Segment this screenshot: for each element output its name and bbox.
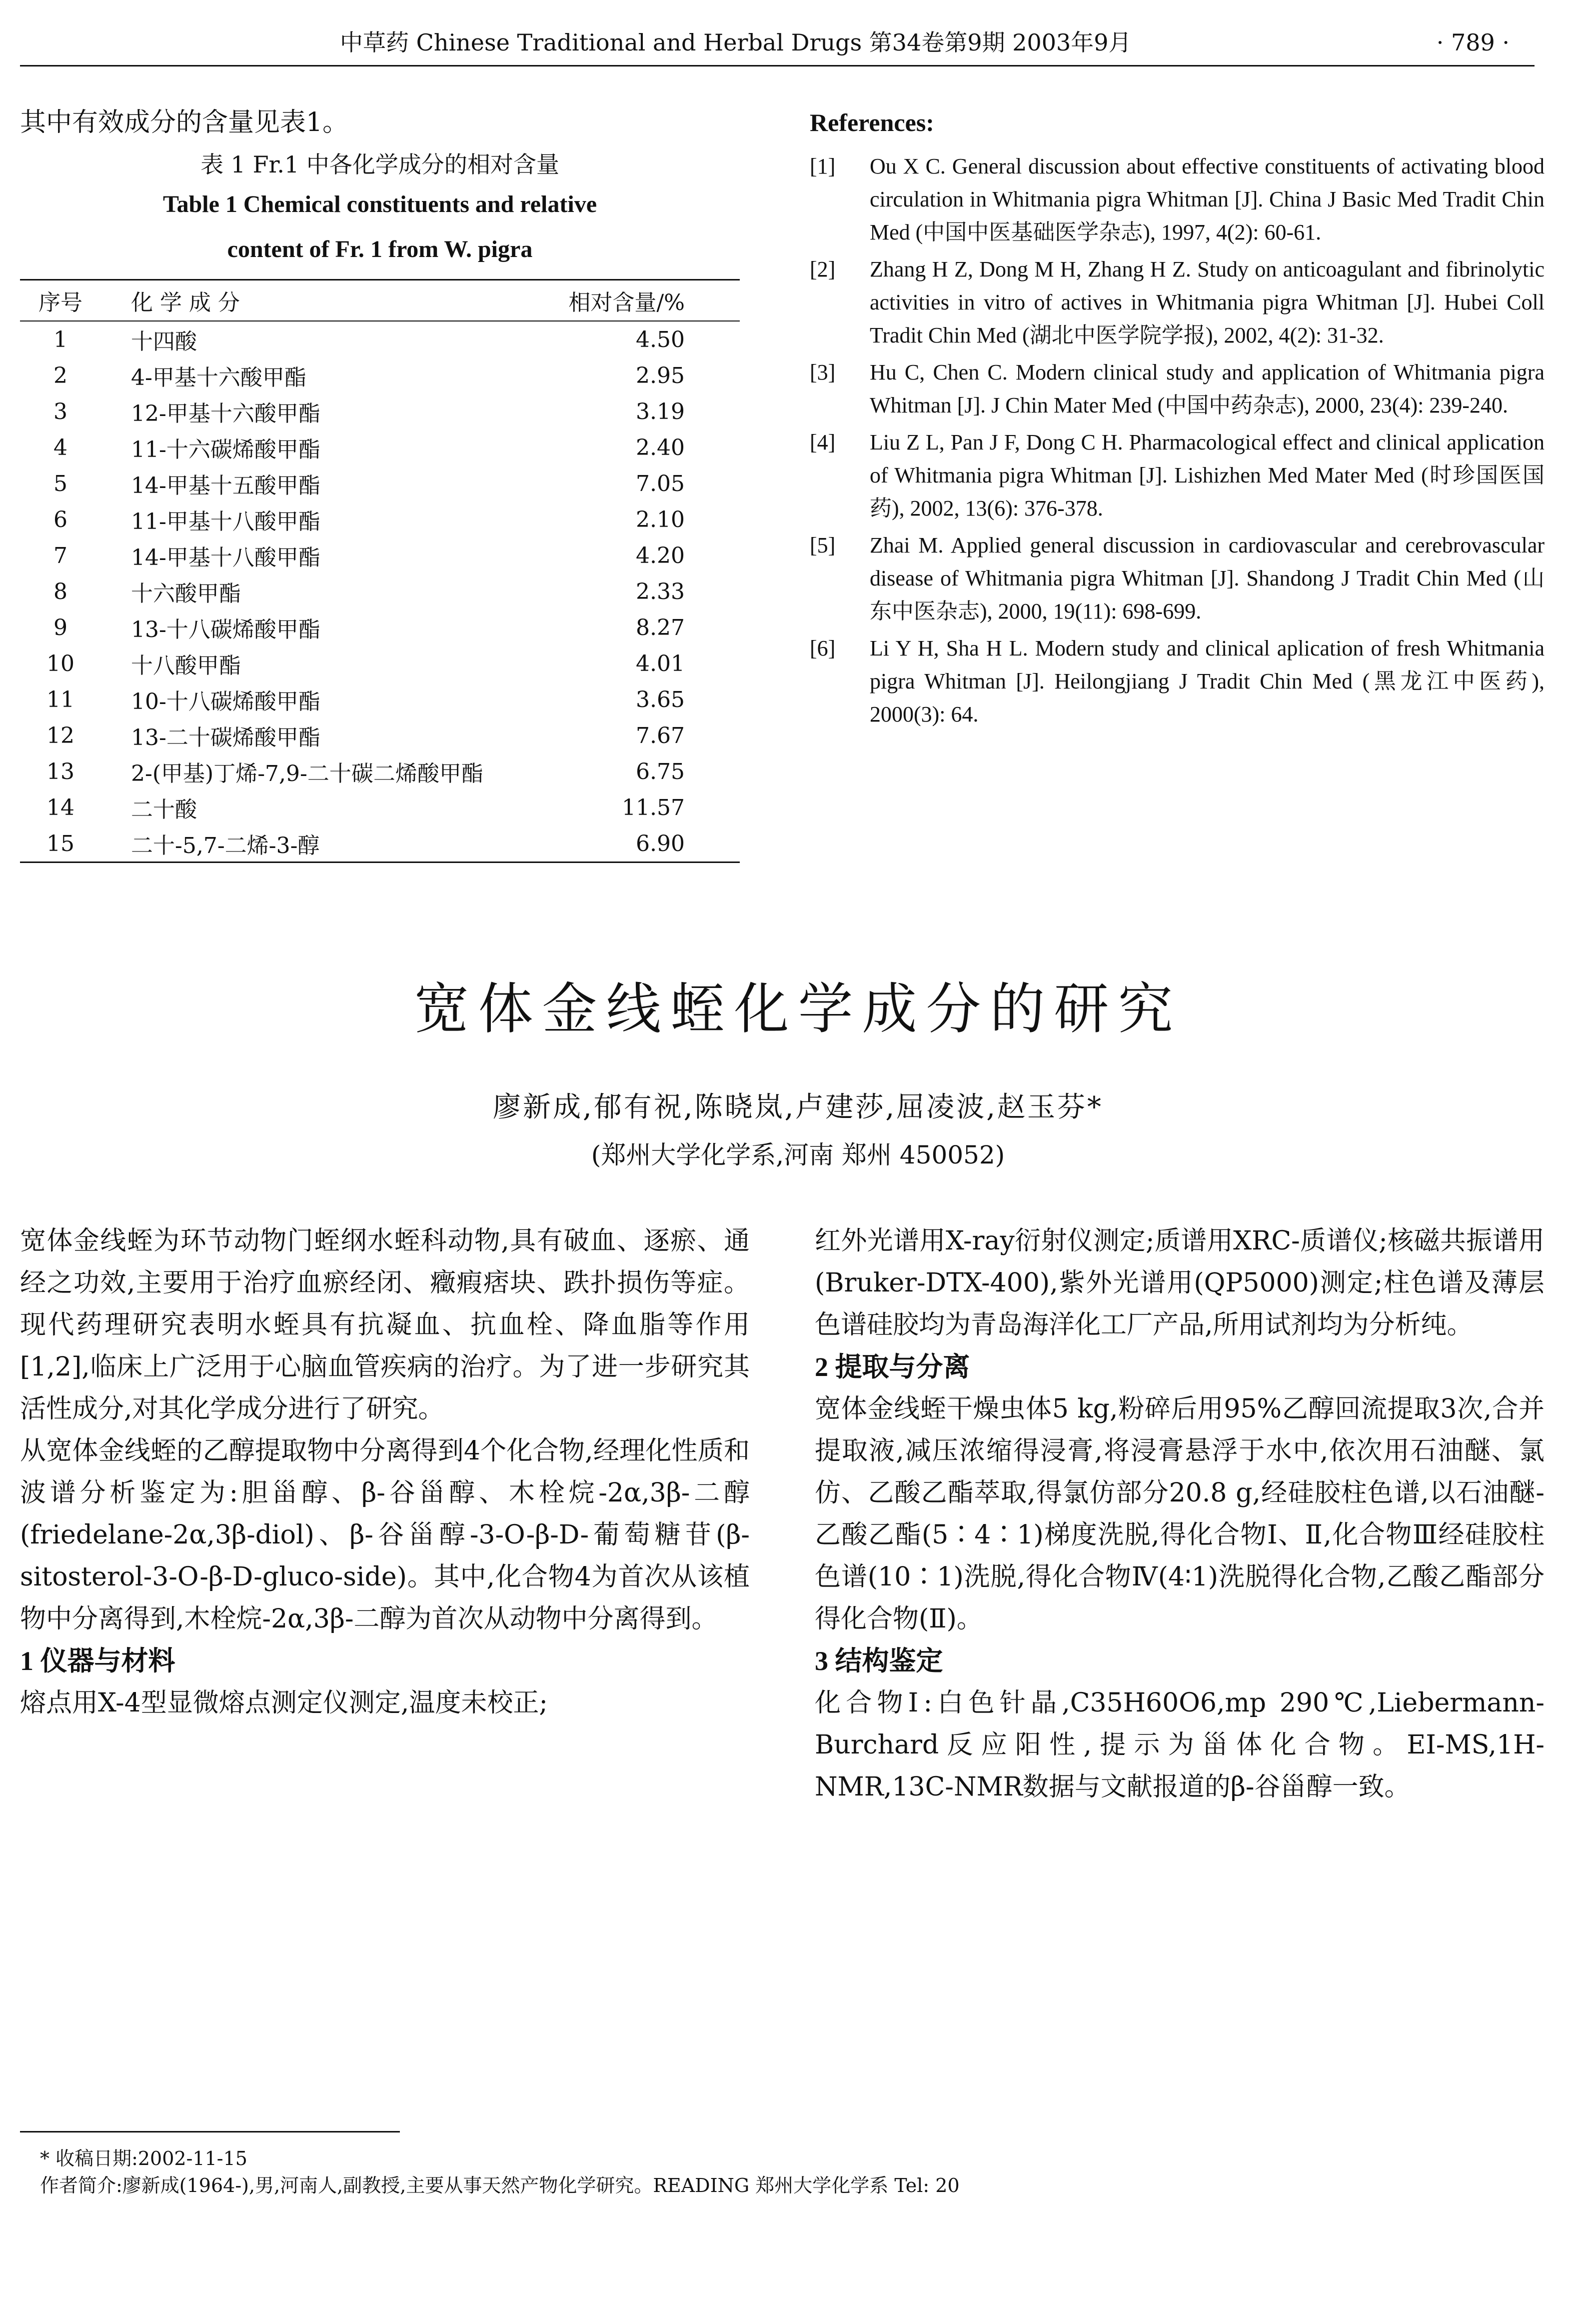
table-row bbox=[20, 430, 740, 466]
row-number: 3 bbox=[53, 398, 67, 424]
row-content: 6.90 bbox=[524, 826, 740, 862]
row-constituent: 二十酸 bbox=[131, 797, 197, 822]
table-row bbox=[20, 358, 740, 394]
row-constituent: 十四酸 bbox=[131, 329, 197, 354]
reference-number: [6] bbox=[810, 636, 836, 660]
section-heading: 3 结构鉴定 bbox=[815, 1646, 943, 1676]
row-content: 11.57 bbox=[622, 794, 685, 820]
row-number: 8 bbox=[53, 578, 67, 604]
table-caption-en-2: content of Fr. 1 from W. pigra bbox=[227, 236, 533, 262]
row-constituent: 4-甲基十六酸甲酯 bbox=[131, 365, 306, 390]
footnote-rule bbox=[20, 2131, 400, 2132]
reference-text: Li Y H, Sha H L. Modern study and clinical aplication of fresh Whitmania pigra Whitman [J]. Heilongjiang J Tradit Chin Med (黑龙江中医药), 2000(3): 64. bbox=[870, 636, 1545, 726]
body-paragraph: 化合物Ⅰ:白色针晶,C35H60O6,mp 290℃,Liebermann-Burchard反应阳性,提示为甾体化合物。EI-MS,1H-NMR,13C-NMR数据与文献报道的β-谷甾醇一致。 bbox=[815, 1688, 1545, 1802]
table-row bbox=[20, 826, 740, 862]
row-number: 7 bbox=[53, 542, 67, 568]
row-constituent: 2-(甲基)丁烯-7,9-二十碳二烯酸甲酯 bbox=[131, 761, 483, 786]
row-content: 2.95 bbox=[636, 362, 685, 388]
row-content: 4.01 bbox=[636, 650, 685, 676]
table-row bbox=[20, 754, 740, 790]
table-row bbox=[20, 321, 740, 358]
row-number: 10 bbox=[46, 650, 74, 676]
footnotes bbox=[40, 2145, 1540, 2199]
header-name: 化 学 成 分 bbox=[101, 280, 524, 322]
row-constituent: 13-十八碳烯酸甲酯 bbox=[131, 617, 320, 642]
row-constituent: 二十-5,7-二烯-3-醇 bbox=[101, 826, 524, 862]
body-paragraph: 熔点用X-4型显微熔点测定仪测定,温度未校正; bbox=[20, 1688, 548, 1718]
reference-item bbox=[810, 253, 1545, 352]
row-constituent: 十六酸甲酯 bbox=[131, 581, 241, 606]
header-no: 序号 bbox=[20, 280, 101, 322]
row-constituent: 13-二十碳烯酸甲酯 bbox=[131, 725, 320, 750]
table-row bbox=[20, 574, 740, 610]
section-heading: 2 提取与分离 bbox=[815, 1352, 970, 1382]
row-content: 7.05 bbox=[636, 470, 685, 496]
table-row bbox=[20, 466, 740, 502]
table-row bbox=[20, 394, 740, 430]
reference-number: [1] bbox=[810, 154, 836, 178]
body-paragraph: 宽体金线蛭为环节动物门蛭纲水蛭科动物,具有破血、逐瘀、通经之功效,主要用于治疗血瘀经闭、癥瘕痞块、跌扑损伤等症。现代药理研究表明水蛭具有抗凝血、抗血栓、降血脂等作用[1,2],临床上广泛用于心脑血管疾病的治疗。为了进一步研究其活性成分,对其化学成分进行了研究。 bbox=[20, 1226, 750, 1424]
row-number: 12 bbox=[46, 722, 74, 748]
reference-number: [3] bbox=[810, 360, 836, 384]
running-head bbox=[20, 20, 1535, 66]
journal-title: 中草药 Chinese Traditional and Herbal Drugs 第34卷第9期 2003年9月 bbox=[340, 29, 1132, 56]
reference-text: Ou X C. General discussion about effective constituents of activating blood circulation in Whitmania pigra Whitman [J]. China J Basic Med Tradit Chin Med (中国中医基础医学杂志), 1997, 4(2): 60-61. bbox=[870, 154, 1545, 244]
row-constituent: 12-甲基十六酸甲酯 bbox=[131, 401, 320, 426]
table-row bbox=[20, 538, 740, 574]
row-number: 6 bbox=[53, 506, 67, 532]
table-row bbox=[20, 790, 740, 826]
body-paragraph: 红外光谱用X-ray衍射仪测定;质谱用XRC-质谱仪;核磁共振谱用(Bruker-DTX-400),紫外光谱用(QP5000)测定;柱色谱及薄层色谱硅胶均为青岛海洋化工厂产品,所用试剂均为分析纯。 bbox=[815, 1226, 1545, 1340]
row-constituent: 10-十八碳烯酸甲酯 bbox=[131, 689, 320, 714]
footnote-received: * 收稿日期:2002-11-15 bbox=[40, 2148, 247, 2170]
row-content: 3.65 bbox=[636, 686, 685, 712]
footnote-author: 作者简介:廖新成(1964-),男,河南人,副教授,主要从事天然产物化学研究。READING 郑州大学化学系 Tel: 20 bbox=[40, 2174, 960, 2196]
row-content: 2.10 bbox=[636, 506, 685, 532]
references-section bbox=[810, 105, 1545, 735]
left-column bbox=[20, 105, 740, 863]
section-heading: 1 仪器与材料 bbox=[20, 1646, 175, 1676]
article-affiliation: (郑州大学化学系,河南 郑州 450052) bbox=[591, 1140, 1005, 1170]
row-constituent: 十八酸甲酯 bbox=[131, 653, 241, 678]
table-row bbox=[20, 682, 740, 718]
row-number: 2 bbox=[53, 362, 67, 388]
references-list bbox=[810, 150, 1545, 731]
table-caption-en-1: Table 1 Chemical constituents and relative bbox=[162, 191, 597, 218]
reference-item bbox=[810, 529, 1545, 628]
references-title: References: bbox=[810, 108, 934, 136]
constituents-table bbox=[20, 279, 740, 863]
reference-item bbox=[810, 632, 1545, 731]
header-pct: 相对含量/% bbox=[524, 280, 740, 322]
body-left-column bbox=[20, 1220, 750, 1724]
reference-text: Zhang H Z, Dong M H, Zhang H Z. Study on anticoagulant and fibrinolytic activities in vitro of actives in Whitmania pigra Whitman [J]. Hubei Coll Tradit Chin Med (湖北中医学院学报), 2002, 4(2): 31-32. bbox=[870, 257, 1545, 348]
reference-item bbox=[810, 150, 1545, 249]
row-content: 6.75 bbox=[636, 758, 685, 784]
row-content: 3.19 bbox=[636, 398, 685, 424]
row-content: 2.40 bbox=[636, 434, 685, 460]
table-header-row bbox=[20, 280, 740, 322]
table-row bbox=[20, 646, 740, 682]
row-number: 14 bbox=[46, 794, 74, 820]
row-content: 8.27 bbox=[636, 614, 685, 640]
article-title: 宽体金线蛭化学成分的研究 bbox=[414, 977, 1182, 1041]
row-constituent: 14-甲基十八酸甲酯 bbox=[131, 545, 320, 570]
body-paragraph: 从宽体金线蛭的乙醇提取物中分离得到4个化合物,经理化性质和波谱分析鉴定为:胆甾醇、β-谷甾醇、木栓烷-2α,3β-二醇(friedelane-2α,3β-diol)、β-谷甾醇-3-O-β-D-葡萄糖苷(β-sitosterol-3-O-β-D-gluco-side)。其中,化合物4为首次从该植物中分离得到,木栓烷-2α,3β-二醇为首次从动物中分离得到。 bbox=[20, 1436, 750, 1634]
intro-line: 其中有效成分的含量见表1。 bbox=[20, 108, 349, 138]
row-number: 5 bbox=[53, 470, 67, 496]
row-content: 4.50 bbox=[636, 326, 685, 352]
table-caption-cn: 表 1 Fr.1 中各化学成分的相对含量 bbox=[200, 151, 559, 178]
article-authors: 廖新成,郁有祝,陈晓岚,卢建莎,屈凌波,赵玉芬* bbox=[492, 1091, 1103, 1124]
reference-item bbox=[810, 356, 1545, 422]
body-right-column bbox=[815, 1220, 1545, 1808]
table-row bbox=[20, 502, 740, 538]
reference-number: [2] bbox=[810, 257, 836, 282]
row-number: 13 bbox=[46, 758, 74, 784]
row-content: 7.67 bbox=[636, 722, 685, 748]
row-number: 9 bbox=[53, 614, 67, 640]
row-content: 2.33 bbox=[636, 578, 685, 604]
row-number: 1 bbox=[53, 326, 67, 352]
page-number: · 789 · bbox=[1436, 29, 1510, 56]
row-constituent: 11-甲基十八酸甲酯 bbox=[131, 509, 320, 534]
row-number: 4 bbox=[53, 434, 67, 460]
table-row bbox=[20, 718, 740, 754]
reference-number: [5] bbox=[810, 533, 836, 558]
row-number: 11 bbox=[46, 686, 74, 712]
body-paragraph: 宽体金线蛭干燥虫体5 kg,粉碎后用95%乙醇回流提取3次,合并提取液,减压浓缩得浸膏,将浸膏悬浮于水中,依次用石油醚、氯仿、乙酸乙酯萃取,得氯仿部分20.8 g,经硅胶柱色谱,以石油醚-乙酸乙酯(5∶4∶1)梯度洗脱,得化合物Ⅰ、Ⅱ,化合物Ⅲ经硅胶柱色谱(10∶1)洗脱,得化合物Ⅳ(4∶1)洗脱得化合物,乙酸乙酯部分得化合物(Ⅱ)。 bbox=[815, 1394, 1545, 1634]
reference-text: Zhai M. Applied general discussion in cardiovascular and cerebrovascular disease of Whitmania pigra Whitman [J]. Shandong J Tradit Chin Med (山东中医杂志), 2000, 19(11): 698-699. bbox=[870, 533, 1545, 624]
row-content: 4.20 bbox=[636, 542, 685, 568]
row-constituent: 14-甲基十五酸甲酯 bbox=[131, 473, 320, 498]
reference-item bbox=[810, 426, 1545, 525]
row-constituent: 11-十六碳烯酸甲酯 bbox=[131, 437, 320, 462]
reference-text: Hu C, Chen C. Modern clinical study and application of Whitmania pigra Whitman [J]. J Chin Mater Med (中国中药杂志), 2000, 23(4): 239-240. bbox=[870, 360, 1545, 418]
row-number: 15 bbox=[20, 826, 101, 862]
table-body bbox=[20, 321, 740, 862]
reference-number: [4] bbox=[810, 430, 836, 454]
reference-text: Liu Z L, Pan J F, Dong C H. Pharmacological effect and clinical application of Whitmania pigra Whitman [J]. Lishizhen Med Mater Med (时珍国医国药), 2002, 13(6): 376-378. bbox=[870, 430, 1545, 520]
table-row bbox=[20, 610, 740, 646]
